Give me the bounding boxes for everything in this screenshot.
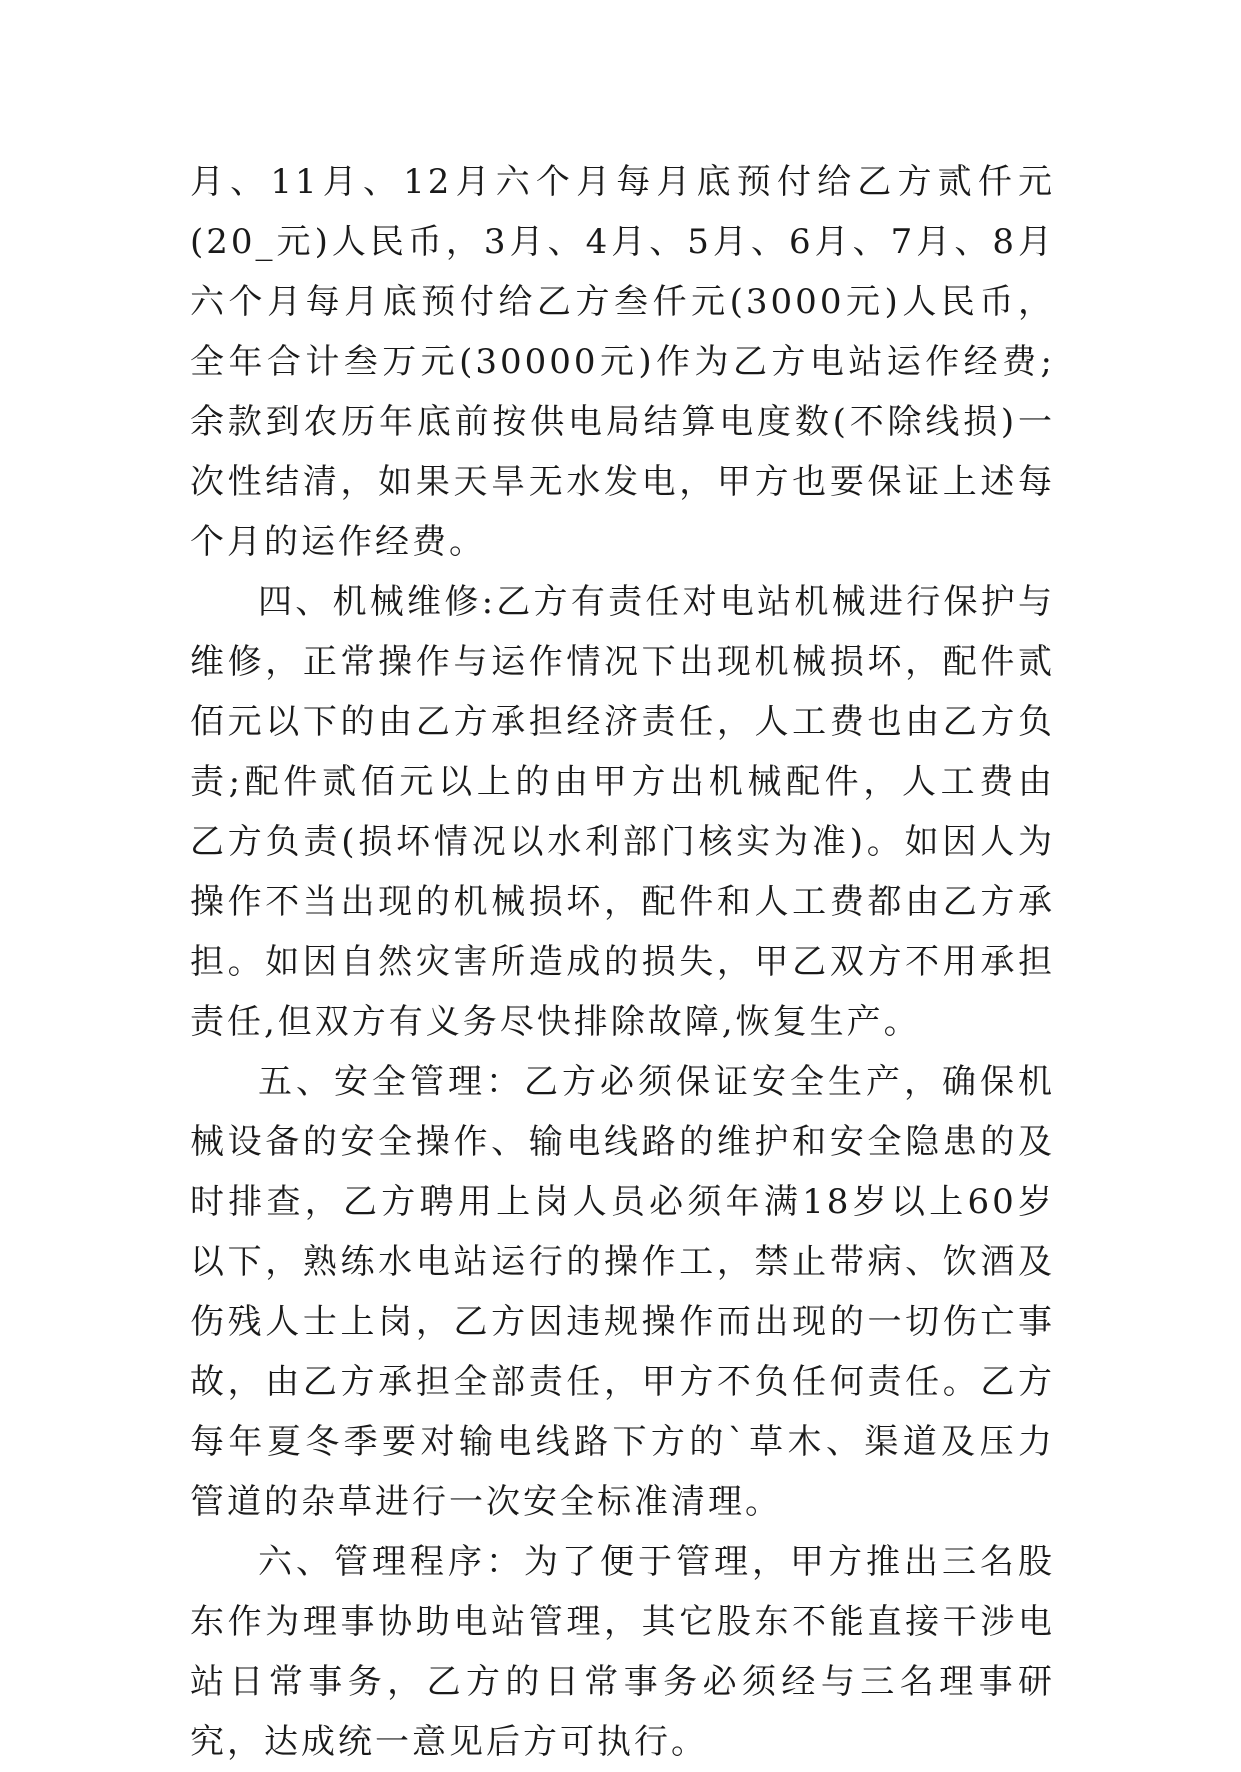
- document-page: [190, 152, 1055, 1772]
- paragraph-machine-maintenance: 四、机械维修:乙方有责任对电站机械进行保护与维修，正常操作与运作情况下出现机械损坏，配件贰佰元以下的由乙方承担经济责任，人工费也由乙方负责;配件贰佰元以上的由甲方出机械配件，人工费由乙方负责(损坏情况以水利部门核实为准)。如因人为操作不当出现的机械损坏，配件和人工费都由乙方承担。如因自然灾害所造成的损失，甲乙双方不用承担责任,但双方有义务尽快排除故障,恢复生产。: [190, 582, 1055, 1042]
- paragraph-payment-terms: 月、11月、12月六个月每月底预付给乙方贰仟元(20_元)人民币，3月、4月、5月、6月、7月、8月六个月每月底预付给乙方叁仟元(3000元)人民币，全年合计叁万元(30000元)作为乙方电站运作经费;余款到农历年底前按供电局结算电度数(不除线损)一次性结清，如果天旱无水发电，甲方也要保证上述每个月的运作经费。: [190, 162, 1055, 562]
- paragraph-management-procedure: 六、管理程序：为了便于管理，甲方推出三名股东作为理事协助电站管理，其它股东不能直接干涉电站日常事务，乙方的日常事务必须经与三名理事研究，达成统一意见后方可执行。: [190, 1542, 1055, 1762]
- paragraph-safety-management: 五、安全管理：乙方必须保证安全生产，确保机械设备的安全操作、输电线路的维护和安全隐患的及时排查，乙方聘用上岗人员必须年满18岁以上60岁以下，熟练水电站运行的操作工，禁止带病、饮酒及伤残人士上岗，乙方因违规操作而出现的一切伤亡事故，由乙方承担全部责任，甲方不负任何责任。乙方每年夏冬季要对输电线路下方的`草木、渠道及压力管道的杂草进行一次安全标准清理。: [190, 1062, 1055, 1522]
